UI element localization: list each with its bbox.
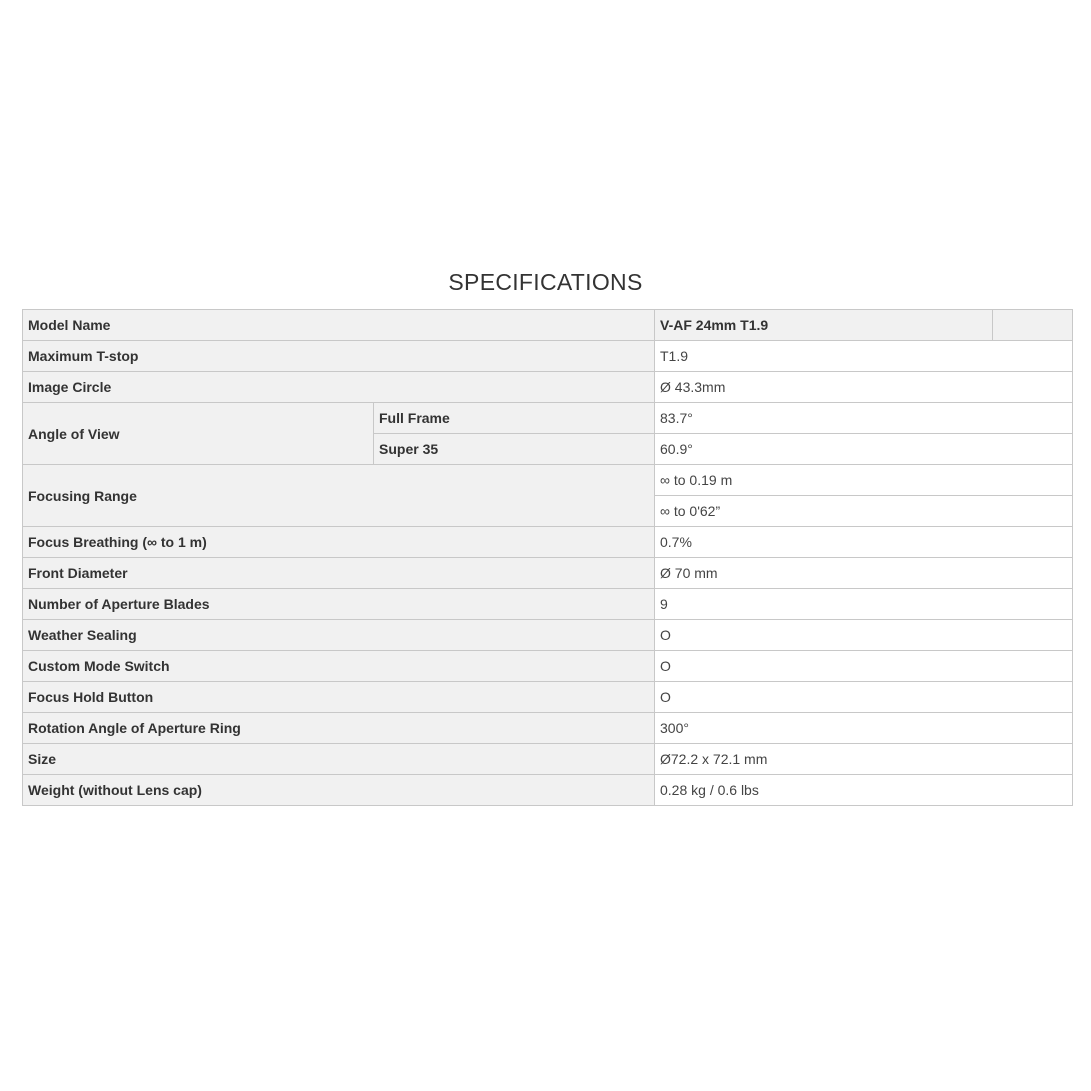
spec-value: Ø72.2 x 72.1 mm xyxy=(655,744,1073,775)
spec-sublabel: Super 35 xyxy=(374,434,655,465)
table-row xyxy=(23,372,1073,403)
spec-value: Ø 43.3mm xyxy=(655,372,1073,403)
model-name-value: V-AF 24mm T1.9 xyxy=(655,310,993,341)
spec-value: 0.28 kg / 0.6 lbs xyxy=(655,775,1073,806)
spec-label: Angle of View xyxy=(23,403,374,465)
spec-label: Custom Mode Switch xyxy=(23,651,655,682)
spec-label: Weather Sealing xyxy=(23,620,655,651)
spec-value: O xyxy=(655,682,1073,713)
spec-value: ∞ to 0'62” xyxy=(655,496,1073,527)
table-row xyxy=(23,558,1073,589)
specifications-table xyxy=(22,309,1073,806)
spec-value: O xyxy=(655,651,1073,682)
spec-value: T1.9 xyxy=(655,341,1073,372)
empty-cell xyxy=(993,310,1073,341)
table-row xyxy=(23,651,1073,682)
spec-label: Maximum T-stop xyxy=(23,341,655,372)
table-row xyxy=(23,682,1073,713)
spec-label: Image Circle xyxy=(23,372,655,403)
spec-sublabel: Full Frame xyxy=(374,403,655,434)
spec-label: Front Diameter xyxy=(23,558,655,589)
spec-label: Weight (without Lens cap) xyxy=(23,775,655,806)
spec-label: Rotation Angle of Aperture Ring xyxy=(23,713,655,744)
table-row xyxy=(23,341,1073,372)
table-row xyxy=(23,620,1073,651)
table-row xyxy=(23,589,1073,620)
spec-label: Focusing Range xyxy=(23,465,655,527)
spec-value: 9 xyxy=(655,589,1073,620)
table-row xyxy=(23,713,1073,744)
spec-label: Focus Breathing (∞ to 1 m) xyxy=(23,527,655,558)
spec-value: 0.7% xyxy=(655,527,1073,558)
spec-label: Model Name xyxy=(23,310,655,341)
spec-value: 60.9° xyxy=(655,434,1073,465)
table-row-angle-of-view xyxy=(23,403,1073,434)
spec-value: Ø 70 mm xyxy=(655,558,1073,589)
spec-label: Number of Aperture Blades xyxy=(23,589,655,620)
table-row-model-name xyxy=(23,310,1073,341)
spec-value: 83.7° xyxy=(655,403,1073,434)
spec-label: Size xyxy=(23,744,655,775)
page-title: SPECIFICATIONS xyxy=(448,269,643,295)
table-row xyxy=(23,775,1073,806)
spec-value: 300° xyxy=(655,713,1073,744)
spec-label: Focus Hold Button xyxy=(23,682,655,713)
table-row-focusing-range xyxy=(23,465,1073,496)
spec-value: O xyxy=(655,620,1073,651)
table-row xyxy=(23,744,1073,775)
spec-value: ∞ to 0.19 m xyxy=(655,465,1073,496)
table-row xyxy=(23,527,1073,558)
